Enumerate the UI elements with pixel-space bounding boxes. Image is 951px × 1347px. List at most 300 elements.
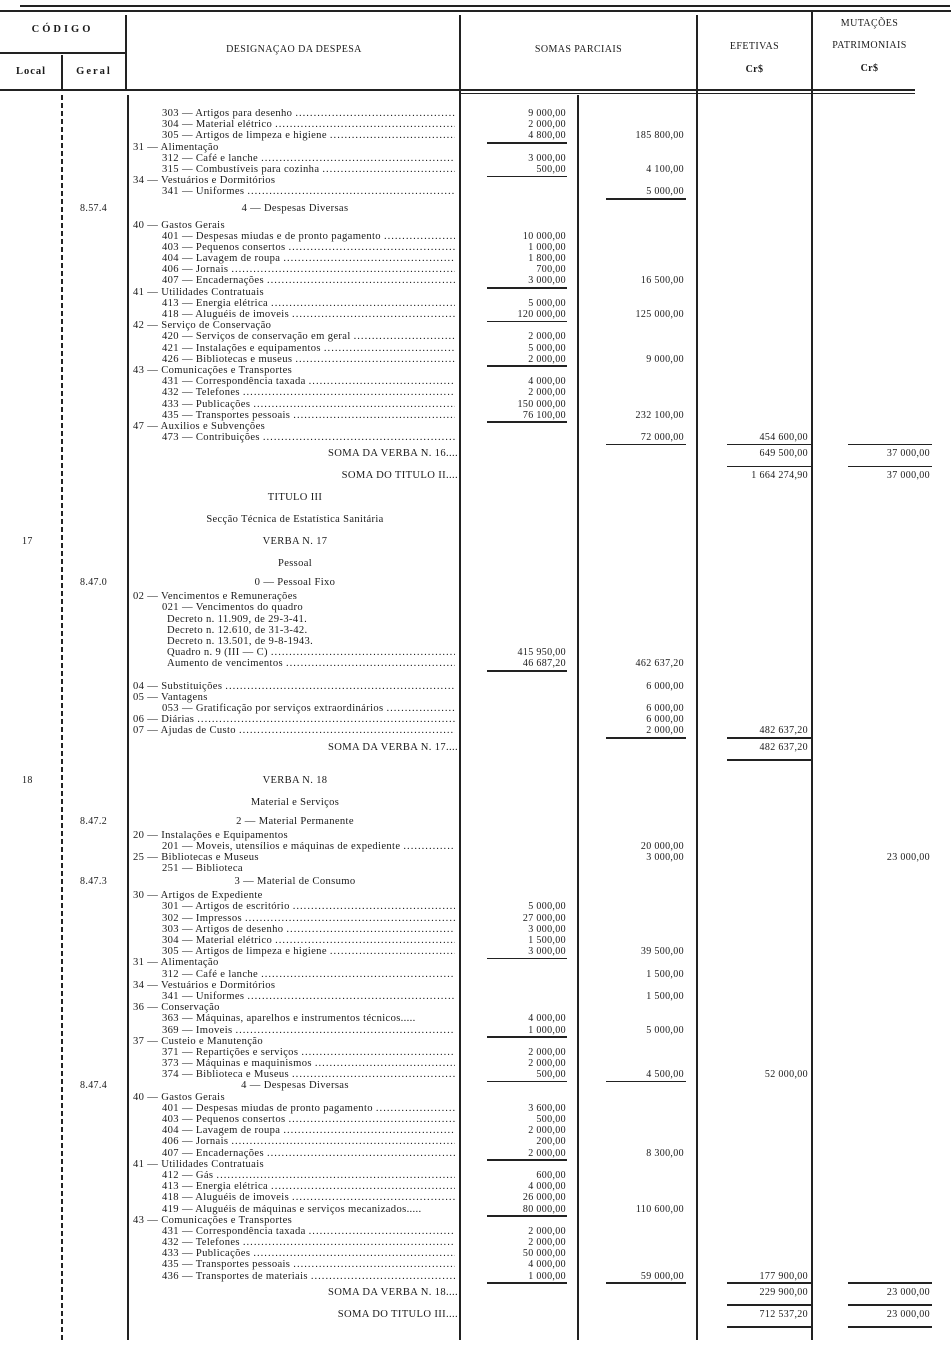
partial-sum-1: 4 000,00 <box>528 1181 566 1193</box>
table-row <box>0 1226 951 1237</box>
dot-leader <box>288 1114 455 1125</box>
table-row <box>0 186 951 197</box>
table-row <box>0 242 951 253</box>
designation-text: Quadro n. 9 (III — C) <box>167 647 268 659</box>
expense-designation <box>162 164 455 175</box>
expense-designation <box>130 1304 458 1326</box>
table-row <box>0 841 951 852</box>
partial-sum-1: 2 000,00 <box>528 1147 566 1159</box>
header-efetivas: EFETIVAS <box>729 41 780 52</box>
table-row <box>0 1025 951 1036</box>
partial-sum-1: 4 000,00 <box>528 1259 566 1271</box>
expense-designation <box>162 186 455 197</box>
designation-text: 406 — Jornais <box>162 264 229 276</box>
expense-designation <box>167 636 455 647</box>
expense-designation <box>133 220 455 231</box>
table-row <box>0 1159 951 1170</box>
designation-text: 053 — Gratificação por serviços extraordinários <box>162 702 384 714</box>
table-row <box>0 991 951 1002</box>
dot-leader <box>295 108 455 119</box>
total-row <box>0 465 951 487</box>
partial-sum-1: 150 000,00 <box>517 398 566 410</box>
table-row <box>0 852 951 863</box>
designation-text: 2 — Material Permanente <box>236 815 354 827</box>
designation-text: 413 — Energia elétrica <box>162 1181 269 1193</box>
table-row <box>0 1181 951 1192</box>
dot-leader <box>263 432 455 443</box>
dot-leader <box>324 343 455 354</box>
expense-designation <box>130 814 460 830</box>
expense-designation <box>130 487 460 509</box>
table-row <box>0 658 951 669</box>
table-row <box>0 1248 951 1259</box>
codigo-divider <box>0 52 125 54</box>
expense-designation <box>162 1125 455 1136</box>
designation-text: 419 — Aluguéis de máquinas e serviços mecanizados..... <box>162 1203 422 1215</box>
partial-sum-1: 2 000,00 <box>528 1225 566 1237</box>
section-heading-row <box>0 487 951 509</box>
designation-text: 420 — Serviços de conservação em geral <box>162 331 351 343</box>
dot-leader <box>225 681 455 692</box>
header-mutacoes-unit: Cr$ <box>860 63 879 74</box>
expense-designation <box>130 874 460 890</box>
column-divider <box>61 55 63 90</box>
table-row <box>0 264 951 275</box>
total-row <box>0 1304 951 1326</box>
expense-designation <box>162 924 455 935</box>
dot-leader <box>309 1226 455 1237</box>
partial-sum-2: 59 000,00 <box>640 1270 684 1282</box>
total-row <box>0 737 951 759</box>
expense-designation <box>162 242 455 253</box>
partial-sum-1: 120 000,00 <box>517 309 566 320</box>
partial-sum-1: 2 000,00 <box>528 331 566 343</box>
table-row <box>0 1136 951 1147</box>
dot-leader <box>403 841 455 852</box>
designation-text: 418 — Aluguéis de imoveis <box>162 1192 290 1204</box>
expense-designation <box>162 275 455 286</box>
designation-text: 37 — Custeio e Manutenção <box>133 1035 263 1047</box>
table-row <box>0 432 951 443</box>
table-row <box>0 681 951 692</box>
designation-text: 304 — Material elétrico <box>162 119 273 131</box>
table-row <box>0 759 951 770</box>
designation-text: 401 — Despesas miudas e de pronto pagamento <box>162 230 381 242</box>
expense-designation <box>130 509 460 531</box>
designation-text: Aumento de vencimentos <box>167 658 283 670</box>
designation-text: 41 — Utilidades Contratuais <box>133 286 264 298</box>
header-codigo: CÓDIGO <box>31 24 94 35</box>
designation-text: 432 — Telefones <box>162 387 240 399</box>
efetivas-value: 712 537,20 <box>759 1308 808 1320</box>
designation-text: 47 — Auxilios e Subvenções <box>133 420 266 432</box>
designation-text: 473 — Contribuições <box>162 432 260 444</box>
expense-designation <box>162 1271 455 1282</box>
designation-text: Decreto n. 11.909, de 29-3-41. <box>167 613 308 625</box>
expense-designation <box>162 119 455 130</box>
designation-text: 312 — Café e lanche <box>162 152 259 164</box>
designation-text: 341 — Uniformes <box>162 186 245 198</box>
expense-designation <box>162 343 455 354</box>
expense-designation <box>133 1092 455 1103</box>
dot-leader <box>271 298 455 309</box>
dot-leader <box>292 1069 455 1080</box>
dot-leader <box>295 354 455 365</box>
efetivas-value: 482 637,20 <box>759 725 808 737</box>
expense-designation <box>130 553 460 575</box>
table-row <box>0 220 951 231</box>
designation-text: 433 — Publicações <box>162 1248 251 1260</box>
table-row <box>0 591 951 602</box>
table-row <box>0 946 951 957</box>
designation-text: 0 — Pessoal Fixo <box>254 577 336 589</box>
expense-designation <box>162 946 455 957</box>
expense-designation <box>162 1192 455 1203</box>
expense-designation <box>162 130 455 141</box>
expense-designation <box>130 1080 460 1091</box>
designation-text: 431 — Correspondência taxada <box>162 376 306 388</box>
partial-sum-2: 6 000,00 <box>646 680 684 692</box>
partial-sum-2: 8 300,00 <box>646 1147 684 1159</box>
table-row <box>0 365 951 376</box>
partial-sum-2: 4 100,00 <box>646 163 684 175</box>
table-row <box>0 376 951 387</box>
designation-text: 3 — Material de Consumo <box>234 876 356 888</box>
designation-text: 421 — Instalações e equipamentos <box>162 342 321 354</box>
table-row <box>0 1103 951 1114</box>
table-row <box>0 410 951 421</box>
partial-sum-1: 27 000,00 <box>522 912 566 924</box>
designation-text: Decreto n. 13.501, de 9-8-1943. <box>167 636 314 647</box>
partial-sum-1: 500,00 <box>536 1069 566 1081</box>
designation-text: 406 — Jornais <box>162 1136 229 1148</box>
designation-text: 302 — Impressos <box>162 912 242 924</box>
table-row <box>0 354 951 365</box>
table-row <box>0 1013 951 1024</box>
mutacoes-value: 23 000,00 <box>886 1308 930 1320</box>
dot-leader <box>267 1148 455 1159</box>
designation-text: 4 — Despesas Diversas <box>241 1080 349 1092</box>
dot-leader <box>376 1103 455 1114</box>
dot-leader <box>245 913 455 924</box>
expense-designation <box>167 658 455 669</box>
total-row <box>0 1282 951 1304</box>
designation-text: 404 — Lavagem de roupa <box>162 1125 281 1137</box>
designation-text: 426 — Bibliotecas e museus <box>162 353 293 365</box>
partial-sum-1: 3 600,00 <box>528 1102 566 1114</box>
partial-sum-1: 5 000,00 <box>528 342 566 354</box>
designation-text: 304 — Material elétrico <box>162 935 273 946</box>
partial-sum-2: 110 600,00 <box>635 1203 684 1215</box>
expense-designation <box>133 421 455 432</box>
table-row <box>0 1125 951 1136</box>
dot-leader <box>267 275 455 286</box>
expense-designation <box>133 692 455 703</box>
dot-leader <box>283 253 455 264</box>
designation-text: 42 — Serviço de Conservação <box>133 320 272 332</box>
section-heading-row <box>0 792 951 814</box>
designation-text: SOMA DO TITULO III.... <box>337 1308 458 1320</box>
table-row <box>0 714 951 725</box>
designation-text: 412 — Gás <box>162 1169 214 1181</box>
expense-designation <box>130 531 460 553</box>
designation-text: 251 — Biblioteca <box>162 863 243 875</box>
expense-designation <box>162 309 455 320</box>
expense-designation <box>162 410 455 421</box>
designation-text: 021 — Vencimentos do quadro <box>162 602 304 614</box>
header-mutacoes: MUTAÇÕES <box>840 18 899 29</box>
table-row <box>0 670 951 681</box>
expense-designation <box>162 1237 455 1248</box>
dot-leader <box>309 376 455 387</box>
expense-designation <box>133 287 455 298</box>
designation-text: 36 — Conservação <box>133 1002 220 1014</box>
partial-sum-1: 26 000,00 <box>522 1192 566 1204</box>
table-row <box>0 1237 951 1248</box>
table-row <box>0 874 951 890</box>
partial-sum-1: 2 000,00 <box>528 353 566 365</box>
column-divider <box>125 15 127 90</box>
partial-sum-2: 6 000,00 <box>646 714 684 726</box>
table-row <box>0 935 951 946</box>
designation-text: 407 — Encadernações <box>162 1147 264 1159</box>
expense-designation <box>162 331 455 342</box>
section-heading-row <box>0 1080 951 1091</box>
expense-designation <box>162 1047 455 1058</box>
expense-designation <box>162 354 455 365</box>
designation-text: 404 — Lavagem de roupa <box>162 253 281 265</box>
designation-text: Secção Técnica de Estatística Sanitária <box>206 514 384 526</box>
expense-designation <box>162 1114 455 1125</box>
dot-leader <box>197 714 455 725</box>
dot-leader <box>247 991 455 1002</box>
designation-text: 374 — Biblioteca e Museus <box>162 1069 290 1081</box>
expense-designation <box>162 913 455 924</box>
designation-text: 43 — Comunicações e Transportes <box>133 1214 293 1226</box>
dot-leader <box>330 130 455 141</box>
expense-designation <box>133 681 455 692</box>
table-row <box>0 647 951 658</box>
partial-sum-1: 2 000,00 <box>528 119 566 131</box>
dot-leader <box>283 1125 455 1136</box>
dot-leader <box>271 1181 455 1192</box>
table-row <box>0 1058 951 1069</box>
table-row <box>0 1204 951 1215</box>
designation-text: VERBA N. 18 <box>262 774 328 786</box>
partial-sum-1: 4 000,00 <box>528 376 566 388</box>
expense-designation <box>162 1181 455 1192</box>
dot-leader <box>292 1192 455 1203</box>
designation-text: 401 — Despesas miudas de pronto pagamento <box>162 1102 373 1114</box>
table-row <box>0 1148 951 1159</box>
dot-leader <box>216 1170 455 1181</box>
dot-leader <box>239 725 455 736</box>
designation-text: 418 — Aluguéis de imoveis <box>162 309 290 320</box>
expense-designation <box>162 1248 455 1259</box>
expense-designation <box>130 792 460 814</box>
table-row <box>0 1271 951 1282</box>
dot-leader <box>288 242 455 253</box>
designation-text: 433 — Publicações <box>162 398 251 410</box>
mutacoes-value: 23 000,00 <box>886 851 930 863</box>
dot-leader <box>261 969 455 980</box>
efetivas-value: 1 664 274,90 <box>751 470 808 482</box>
designation-text: 435 — Transportes pessoais <box>162 409 291 421</box>
designation-text: 40 — Gastos Gerais <box>133 219 225 231</box>
top-double-rule <box>20 5 950 7</box>
expense-designation <box>162 253 455 264</box>
partial-sum-2: 20 000,00 <box>640 840 684 852</box>
dot-leader <box>253 1248 455 1259</box>
expense-designation <box>130 443 458 465</box>
table-row <box>0 253 951 264</box>
partial-sum-1: 3 000,00 <box>528 152 566 164</box>
designation-text: 43 — Comunicações e Transportes <box>133 364 293 376</box>
table-row <box>0 1192 951 1203</box>
designation-text: SOMA DA VERBA N. 18.... <box>327 1286 458 1298</box>
expense-designation <box>162 231 455 242</box>
sum-rule-line <box>727 1326 811 1328</box>
expense-designation <box>130 198 460 220</box>
expense-designation <box>133 1002 455 1013</box>
table-row <box>0 1069 951 1080</box>
expense-designation <box>133 320 455 331</box>
dot-leader <box>231 264 455 275</box>
designation-text: TITULO III <box>267 492 323 504</box>
partial-sum-1: 10 000,00 <box>522 230 566 242</box>
partial-sum-1: 500,00 <box>536 1114 566 1125</box>
expense-designation <box>162 901 455 912</box>
designation-text: SOMA DA VERBA N. 17.... <box>327 741 458 753</box>
table-row <box>0 703 951 714</box>
designation-text: 25 — Bibliotecas e Museus <box>133 851 259 863</box>
partial-sum-1: 700,00 <box>536 264 566 276</box>
expense-designation <box>133 714 455 725</box>
expense-designation <box>133 830 455 841</box>
table-row <box>0 614 951 625</box>
codigo-geral: 8.47.2 <box>80 815 108 827</box>
expense-designation <box>167 625 455 636</box>
table-row <box>0 924 951 935</box>
expense-designation <box>162 298 455 309</box>
table-row <box>0 108 951 119</box>
header-bottom-rule <box>460 93 915 94</box>
section-heading-row <box>0 509 951 531</box>
table-row <box>0 901 951 912</box>
designation-text: VERBA N. 17 <box>262 536 328 548</box>
table-row <box>0 287 951 298</box>
partial-sum-2: 1 500,00 <box>646 968 684 980</box>
dot-leader <box>247 186 455 197</box>
dot-leader <box>286 658 455 669</box>
table-row <box>0 343 951 354</box>
table-row <box>0 175 951 186</box>
expense-designation <box>133 980 455 991</box>
partial-sum-1: 3 000,00 <box>528 275 566 287</box>
table-row <box>0 575 951 591</box>
partial-sum-1: 600,00 <box>536 1169 566 1181</box>
designation-text: 02 — Vencimentos e Remunerações <box>133 591 298 603</box>
header-patrimoniais: PATRIMONIAIS <box>832 40 907 51</box>
expense-designation <box>130 1282 458 1304</box>
codigo-geral: 8.47.0 <box>80 577 108 589</box>
partial-sum-2: 232 100,00 <box>635 409 684 421</box>
partial-sum-2: 39 500,00 <box>640 946 684 958</box>
efetivas-value: 649 500,00 <box>759 448 808 460</box>
partial-sum-2: 72 000,00 <box>640 432 684 444</box>
header-efetivas-unit: Cr$ <box>745 64 764 75</box>
expense-designation <box>162 602 455 613</box>
expense-table-body <box>0 108 951 1326</box>
expense-designation <box>162 399 455 410</box>
dot-leader <box>301 1047 455 1058</box>
designation-text: 305 — Artigos de limpeza e higiene <box>162 130 327 142</box>
designation-text: 413 — Energia elétrica <box>162 297 269 309</box>
partial-sum-1: 4 000,00 <box>528 1013 566 1025</box>
expense-designation <box>162 1069 455 1080</box>
partial-sum-1: 2 000,00 <box>528 1237 566 1249</box>
table-row <box>0 399 951 410</box>
mutacoes-value: 37 000,00 <box>886 470 930 482</box>
table-row <box>0 320 951 331</box>
dot-leader <box>311 1271 455 1282</box>
expense-designation <box>162 153 455 164</box>
designation-text: 06 — Diárias <box>133 714 195 726</box>
top-double-rule <box>0 10 951 12</box>
designation-text: Material e Serviços <box>250 796 340 808</box>
expense-designation <box>162 1204 455 1215</box>
table-row <box>0 309 951 320</box>
expense-designation <box>133 175 455 186</box>
expense-designation <box>133 591 455 602</box>
designation-text: 315 — Combustíveis para cozinha <box>162 163 320 175</box>
expense-designation <box>162 1170 455 1181</box>
expense-designation <box>162 387 455 398</box>
dot-leader <box>293 1259 455 1270</box>
designation-text: 305 — Artigos de limpeza e higiene <box>162 946 327 958</box>
table-row <box>0 275 951 286</box>
table-row <box>0 980 951 991</box>
table-row <box>0 421 951 432</box>
expense-designation <box>130 770 460 792</box>
table-row <box>0 625 951 636</box>
designation-text: Pessoal <box>278 558 312 570</box>
expense-designation <box>162 376 455 387</box>
partial-sum-2: 5 000,00 <box>646 186 684 198</box>
table-row <box>0 1170 951 1181</box>
partial-sum-1: 3 000,00 <box>528 923 566 935</box>
dot-leader <box>271 647 455 658</box>
partial-sum-1: 5 000,00 <box>528 901 566 913</box>
table-row <box>0 119 951 130</box>
designation-text: 41 — Utilidades Contratuais <box>133 1158 264 1170</box>
partial-sum-1: 415 950,00 <box>517 647 566 659</box>
partial-sum-1: 2 000,00 <box>528 1058 566 1070</box>
table-row <box>0 387 951 398</box>
dot-leader <box>354 331 455 342</box>
designation-text: 05 — Vantagens <box>133 691 208 703</box>
partial-sum-1: 76 100,00 <box>522 409 566 421</box>
expense-designation <box>130 465 458 487</box>
dot-leader <box>261 153 455 164</box>
expense-designation <box>133 142 455 153</box>
expense-designation <box>162 1013 455 1024</box>
expense-designation <box>133 1036 455 1047</box>
partial-sum-2: 6 000,00 <box>646 702 684 714</box>
expense-designation <box>167 647 455 658</box>
table-row <box>0 725 951 736</box>
table-row <box>0 863 951 874</box>
